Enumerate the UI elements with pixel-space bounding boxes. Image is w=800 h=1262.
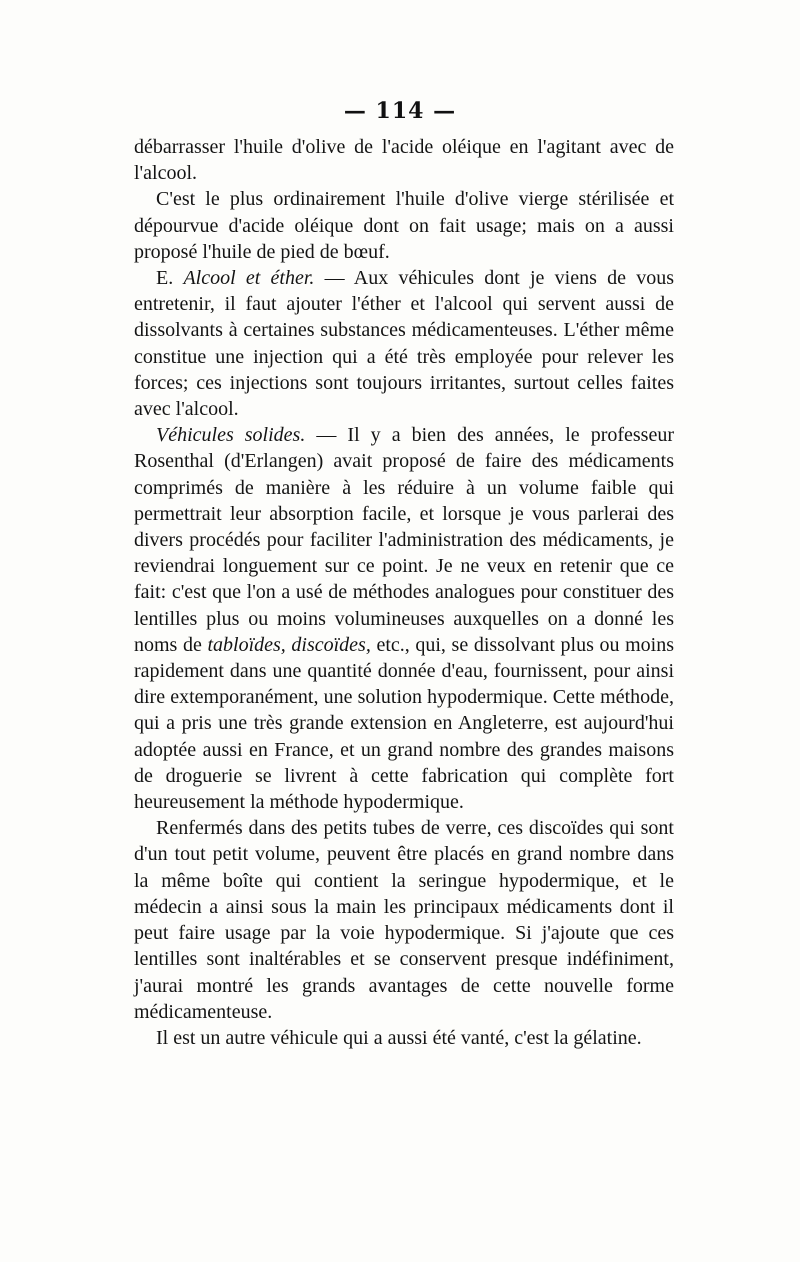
italic-term: tabloïdes, discoïdes, (207, 633, 371, 656)
paragraph-2 (134, 186, 674, 265)
page-number: — 114 — (343, 98, 457, 124)
text-segment: C'est le plus ordinairement l'huile d'olive vierge stérilisée et dépourvue d'acide oléique dont on fait usage; mais on a aussi proposé l'huile de pied de bœuf. (134, 188, 674, 263)
paragraph-alcool-ether (134, 265, 674, 422)
paragraph-discoides (134, 815, 674, 1025)
paragraph-1 (134, 134, 674, 186)
text-segment: etc., qui, se dissolvant plus ou moins rapidement dans une quantité donnée d'eau, fournissent, pour ainsi dire extemporanément, une solution hypodermique. Cette méthode, qui a pris une très grande extension en Angleterre, est aujourd'hui adoptée aussi en France, et un grand nombre des grandes maisons de droguerie se livrent à cette fabrication qui complète fort heureusement la méthode hypodermique. (134, 633, 675, 814)
paragraph-vehicules-solides (134, 422, 674, 815)
text-segment: Il est un autre véhicule qui a aussi été vanté, c'est la gélatine. (156, 1026, 642, 1049)
section-heading-vehicules-solides: Véhicules solides. (156, 424, 306, 447)
text-segment: — Il y a bien des années, le professeur Rosenthal (d'Erlangen) avait proposé de faire des médicaments comprimés de manière à les réduire à un volume faible qui permettrait leur absorption facile, et lorsque je vous parlerai des divers procédés pour faciliter l'administration des médicaments, je reviendrai longuement sur ce point. Je ne veux en retenir que ce fait: c'est que l'on a usé de méthodes analogues pour constituer des lentilles plus ou moins volumineuses auxquelles on a donné les noms de (134, 424, 674, 656)
text-segment: E. (156, 267, 184, 290)
text-segment: débarrasser l'huile d'olive de l'acide oléique en l'agitant avec de l'alcool. (134, 136, 674, 185)
text-segment: Renfermés dans des petits tubes de verre, ces discoïdes qui sont d'un tout petit volume, peuvent être placés en grand nombre dans la même boîte qui contient la seringue hypodermique, et le médecin a ainsi sous la main les principaux médicaments dont il peut faire usage par la voie hypodermique. Si j'ajoute que ces lentilles sont inaltérables et se conservent presque indéfiniment, j'aurai montré les grands avantages de cette nouvelle forme médicamenteuse. (134, 817, 674, 1023)
body-text (134, 134, 674, 1051)
section-heading-alcool-ether: Alcool et éther. (183, 267, 315, 290)
text-segment: — Aux véhicules dont je viens de vous entretenir, il faut ajouter l'éther et l'alcool qui servent aussi de dissolvants à certaines substances médicamenteuses. L'éther même constitue une injection qui a été très employée pour relever les forces; ces injections sont toujours irritantes, surtout celles faites avec l'alcool. (134, 267, 675, 421)
paragraph-gelatine (134, 1025, 674, 1051)
